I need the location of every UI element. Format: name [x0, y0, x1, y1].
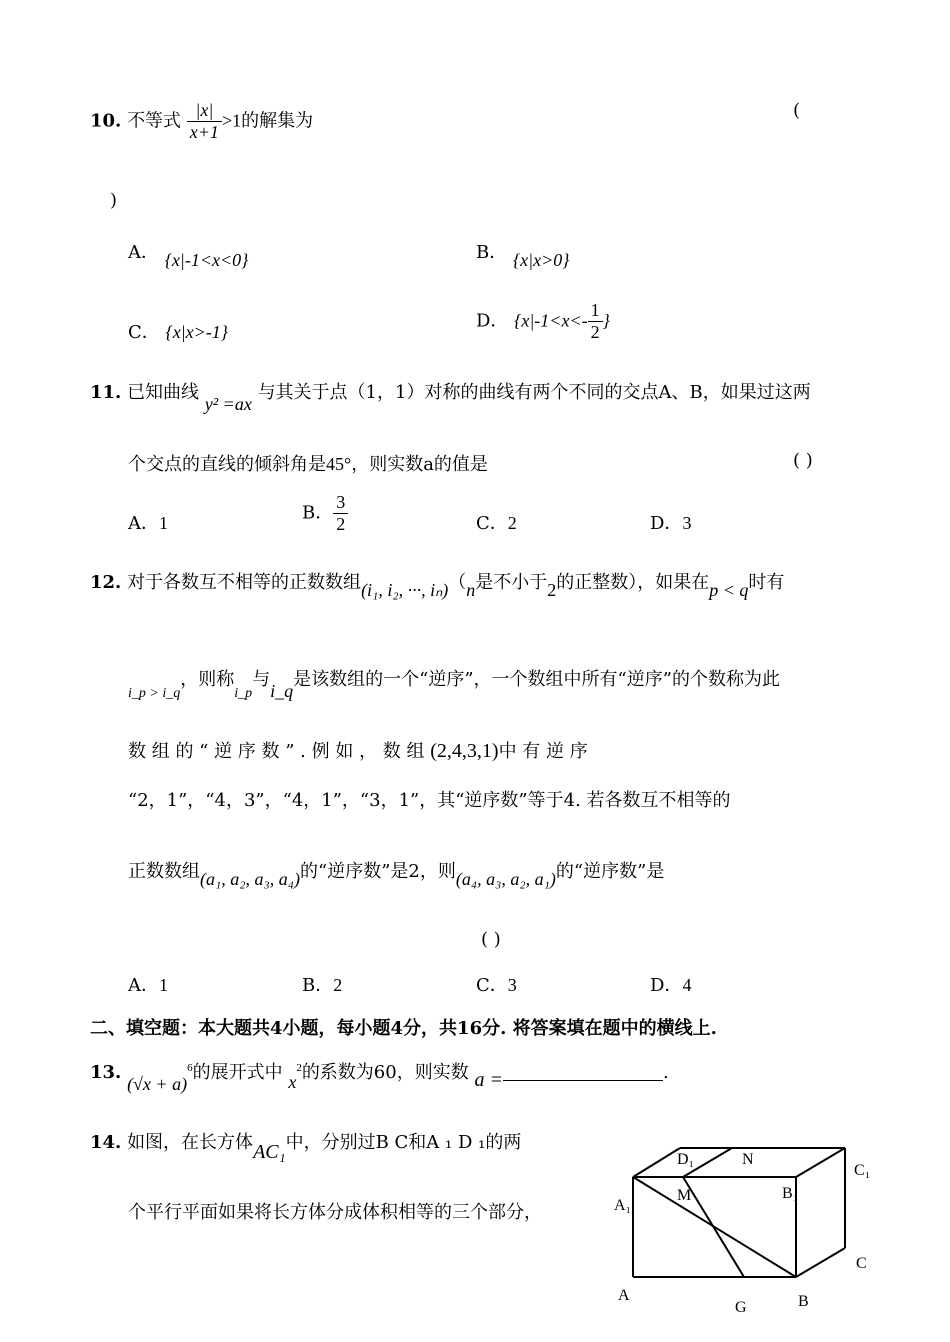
q10-frac-den: x+1: [189, 122, 219, 142]
q11-option-b-frac: $\frac{3}{2}$: [333, 492, 348, 535]
q11-line2: 个交点的直线的倾斜角是45°，则实数a的值是: [128, 454, 488, 475]
q10-option-a-expr: {x|-1<x<0}: [164, 250, 249, 270]
q11-angle: 45°: [326, 454, 352, 474]
q10-option-b-expr: {x|x>0}: [512, 250, 570, 270]
q14-number: 14.: [90, 1132, 122, 1153]
label-c1: C₁: [854, 1162, 871, 1179]
q10-frac-num: |x|: [187, 100, 222, 122]
q10-lead: 不等式: [127, 110, 182, 132]
label-n: N: [742, 1151, 754, 1168]
q10-paren-close: ): [110, 190, 118, 211]
label-b1: B₁: [782, 1185, 799, 1202]
q12-option-d: D．4: [650, 975, 692, 996]
q10-option-c-expr: {x|x>-1}: [165, 322, 228, 342]
edge-b-c: [796, 1248, 845, 1277]
q10-fraction: [187, 100, 222, 143]
q11-option-b: B． $\frac{3}{2}$: [302, 492, 348, 535]
q12-line5: 正数数组(a₁, a₂, a₃, a₄)的“逆序数”是2，则(a₄, a₃, a₂, a₁)的“逆序数”是: [128, 861, 665, 889]
label-g: G: [735, 1299, 747, 1316]
q14-ac1: AC₁: [253, 1141, 286, 1163]
q11-line1: 11. 已知曲线 y² =ax 与其关于点（1，1）对称的曲线有两个不同的交点A、B，如果过这两: [90, 382, 811, 414]
q13-stem: 13. $(√x + a)^6$的展开式中 $x^2$的系数为60，则实数 a = .: [90, 1062, 669, 1094]
q10-option-c: C． {x|x>-1}: [128, 322, 228, 343]
label-c: C: [856, 1255, 867, 1272]
q10-option-d-frac: $\frac{1}{2}$: [588, 300, 603, 343]
section2-heading: 二、填空题：本大题共4小题，每小题4分，共16分. 将答案填在题中的横线上.: [90, 1018, 717, 1039]
q12-tuple-b: (a₄, a₃, a₂, a₁): [455, 869, 556, 889]
q11-number: 11.: [90, 382, 122, 403]
q11-curve: y² =ax: [204, 394, 252, 414]
q12-line3: 数 组 的 “ 逆 序 数 ” . 例 如 ， 数 组 (2,4,3,1)中 有 逆 序: [128, 740, 588, 762]
q12-line4: “2，1”，“4，3”，“4，1”，“3，1”，其“逆序数”等于4. 若各数互不相等的: [128, 790, 731, 811]
q11-paren: ( ): [793, 450, 813, 471]
label-m: M: [677, 1187, 692, 1204]
q12-tuple: (i₁, i₂, ···, iₙ): [361, 580, 449, 600]
label-b: B: [798, 1293, 809, 1310]
label-d1: D₁: [677, 1151, 695, 1168]
q10-paren-open: (: [793, 100, 801, 121]
q13-expr: (√x + a): [127, 1074, 188, 1094]
q12-line1: 12. 对于各数互不相等的正数数组(i₁, i₂, ···, iₙ)（n是不小于2的正整数），如果在p < q时有: [90, 572, 785, 600]
q12-option-c: C．3: [476, 975, 517, 996]
label-a1: A₁: [614, 1197, 632, 1214]
q10-rhs: >1: [221, 110, 242, 131]
q10-number: 10.: [90, 110, 122, 132]
q12-option-b: B．2: [302, 975, 343, 996]
q12-paren: ( ): [481, 929, 501, 950]
q11-option-a: A．1: [128, 513, 168, 534]
q12-cond: p < q: [709, 580, 749, 600]
q10-option-d: D． {x|-1<x<- $\frac{1}{2}$ }: [476, 300, 610, 342]
q12-example: (2,4,3,1): [430, 740, 499, 762]
q13-answer-blank[interactable]: [503, 1066, 663, 1081]
q10-option-b: B． {x|x>0}: [476, 242, 570, 270]
edge-b1-c1: [796, 1148, 845, 1177]
q14-line1: 14. 如图，在长方体AC₁中，分别过B C和A ₁ D ₁的两: [90, 1132, 522, 1163]
edge-a1-d1: [633, 1148, 680, 1177]
q11-option-d: D．3: [650, 513, 692, 534]
q12-option-a: A．1: [128, 975, 168, 996]
cut-m-g: [683, 1177, 744, 1277]
cuboid-figure: [600, 1140, 900, 1330]
q10-option-a: A． {x|-1<x<0}: [128, 242, 249, 270]
q12-line2: $_{i\_p > i\_q}$，则称$_{i\_p}$与i_q是该数组的一个“逆序”，一个数组中所有“逆序”的个数称为此: [128, 669, 780, 701]
q12-number: 12.: [90, 572, 122, 593]
q11-option-c: C．2: [476, 513, 517, 534]
q10-option-d-expr-a: {x|-1<x<-: [514, 310, 588, 331]
q14-line2: 个平行平面如果将长方体分成体积相等的三个部分，: [128, 1202, 542, 1223]
q10-stem: [90, 100, 313, 143]
q12-tuple-a: (a₁, a₂, a₃, a₄): [200, 869, 301, 889]
q13-number: 13.: [90, 1062, 122, 1083]
q10-tail: 的解集为: [241, 110, 314, 132]
label-a: A: [618, 1287, 630, 1304]
q13-var: a =: [474, 1069, 503, 1091]
